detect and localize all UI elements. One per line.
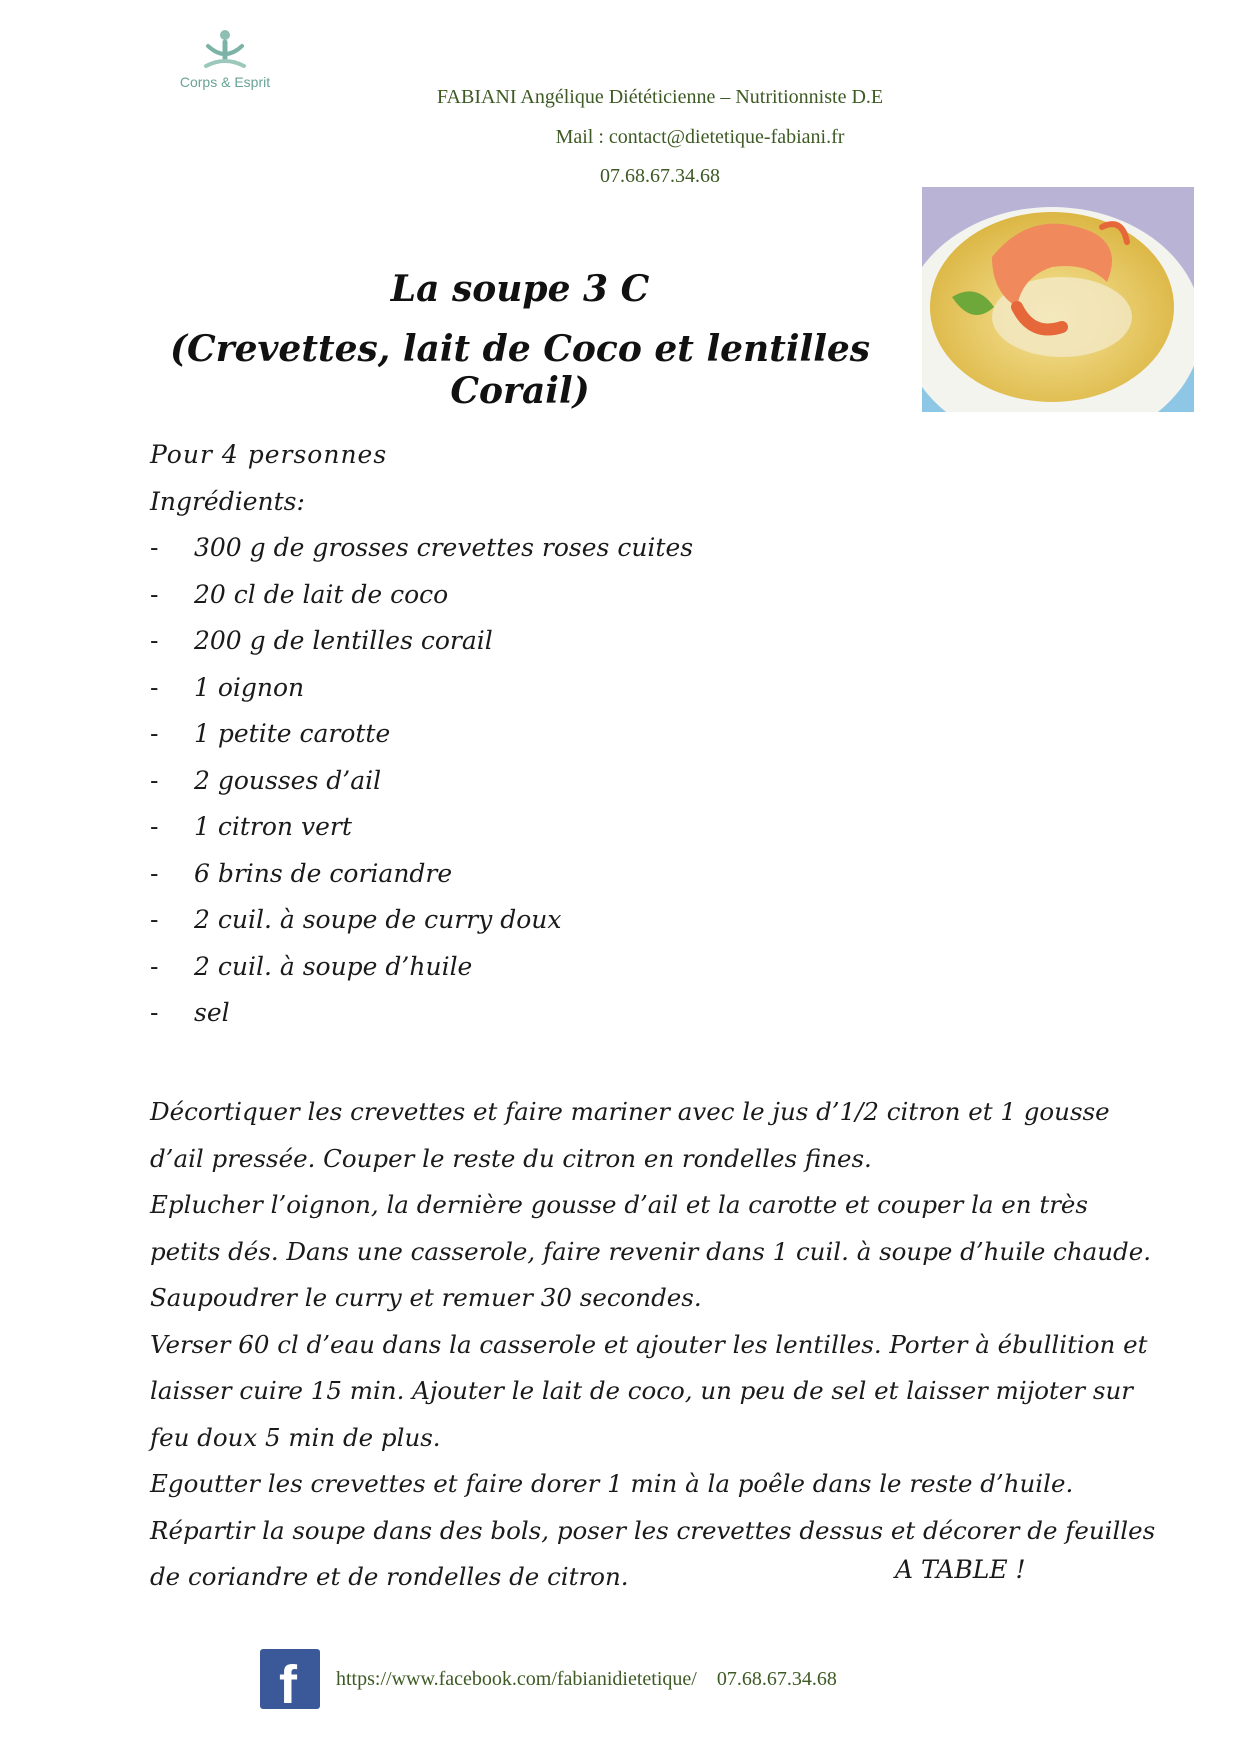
header-mail[interactable]: Mail : contact@dietetique-fabiani.fr <box>555 126 845 148</box>
instruction-line: Eplucher l’oignon, la dernière gousse d’ail et la carotte et couper la en très <box>150 1190 1088 1219</box>
meditation-figure-icon <box>200 28 250 72</box>
ingredients-list <box>150 533 693 1045</box>
ingredients-label: Ingrédients: <box>150 487 305 516</box>
instructions <box>150 1089 1156 1601</box>
recipe-subtitle: (Crevettes, lait de Coco et lentilles Corail) <box>169 328 871 412</box>
list-item: - 20 cl de lait de coco <box>150 579 449 609</box>
instruction-line: feu doux 5 min de plus. <box>150 1422 441 1452</box>
soup-photo <box>922 187 1194 412</box>
footer <box>260 1649 837 1715</box>
closing-text: A TABLE ! <box>895 1555 1026 1584</box>
recipe-title: La soupe 3 C <box>390 268 650 310</box>
list-item: - 2 cuil. à soupe de curry doux <box>150 905 562 934</box>
instruction-line: laisser cuire 15 min. Ajouter le lait de coco, un peu de sel et laisser mijoter sur <box>150 1376 1133 1405</box>
logo-text: Corps & Esprit <box>179 74 271 90</box>
logo <box>170 28 280 90</box>
header-phone: 07.68.67.34.68 <box>600 165 720 187</box>
header-name: FABIANI Angélique Diététicienne – Nutritionniste D.E <box>436 86 884 108</box>
instruction-line: d’ail pressée. Couper le reste du citron en rondelles fines. <box>150 1143 872 1173</box>
list-item: - 1 petite carotte <box>150 719 391 748</box>
instruction-line: petits dés. Dans une casserole, faire revenir dans 1 cuil. à soupe d’huile chaude. <box>150 1236 1152 1266</box>
instruction-line: Egoutter les crevettes et faire dorer 1 min à la poêle dans le reste d’huile. <box>150 1469 1074 1498</box>
servings: Pour 4 personnes <box>150 440 388 469</box>
list-item: - sel <box>150 998 230 1027</box>
facebook-link[interactable]: https://www.facebook.com/fabianidietetique/ <box>336 1667 697 1690</box>
list-item: - 300 g de grosses crevettes roses cuites <box>150 533 694 562</box>
instruction-line: Saupoudrer le curry et remuer 30 secondes. <box>150 1283 702 1312</box>
footer-phone: 07.68.67.34.68 <box>716 1667 837 1690</box>
list-item: - 200 g de lentilles corail <box>150 626 493 655</box>
list-item: - 2 cuil. à soupe d’huile <box>150 951 473 981</box>
footer-text <box>336 1668 837 1691</box>
list-item: - 1 citron vert <box>150 812 352 841</box>
list-item: - 1 oignon <box>150 672 305 702</box>
list-item: - 2 gousses d’ail <box>150 765 382 795</box>
instruction-line: Verser 60 cl d’eau dans la casserole et ajouter les lentilles. Porter à ébullition et <box>150 1329 1148 1359</box>
instruction-line: Décortiquer les crevettes et faire mariner avec le jus d’1/2 citron et 1 gousse <box>150 1097 1110 1126</box>
instruction-line: de coriandre et de rondelles de citron. <box>150 1562 629 1591</box>
instruction-line: Répartir la soupe dans des bols, poser les crevettes dessus et décorer de feuilles <box>150 1515 1156 1545</box>
facebook-icon[interactable]: f <box>260 1649 320 1709</box>
list-item: - 6 brins de coriandre <box>150 858 453 888</box>
